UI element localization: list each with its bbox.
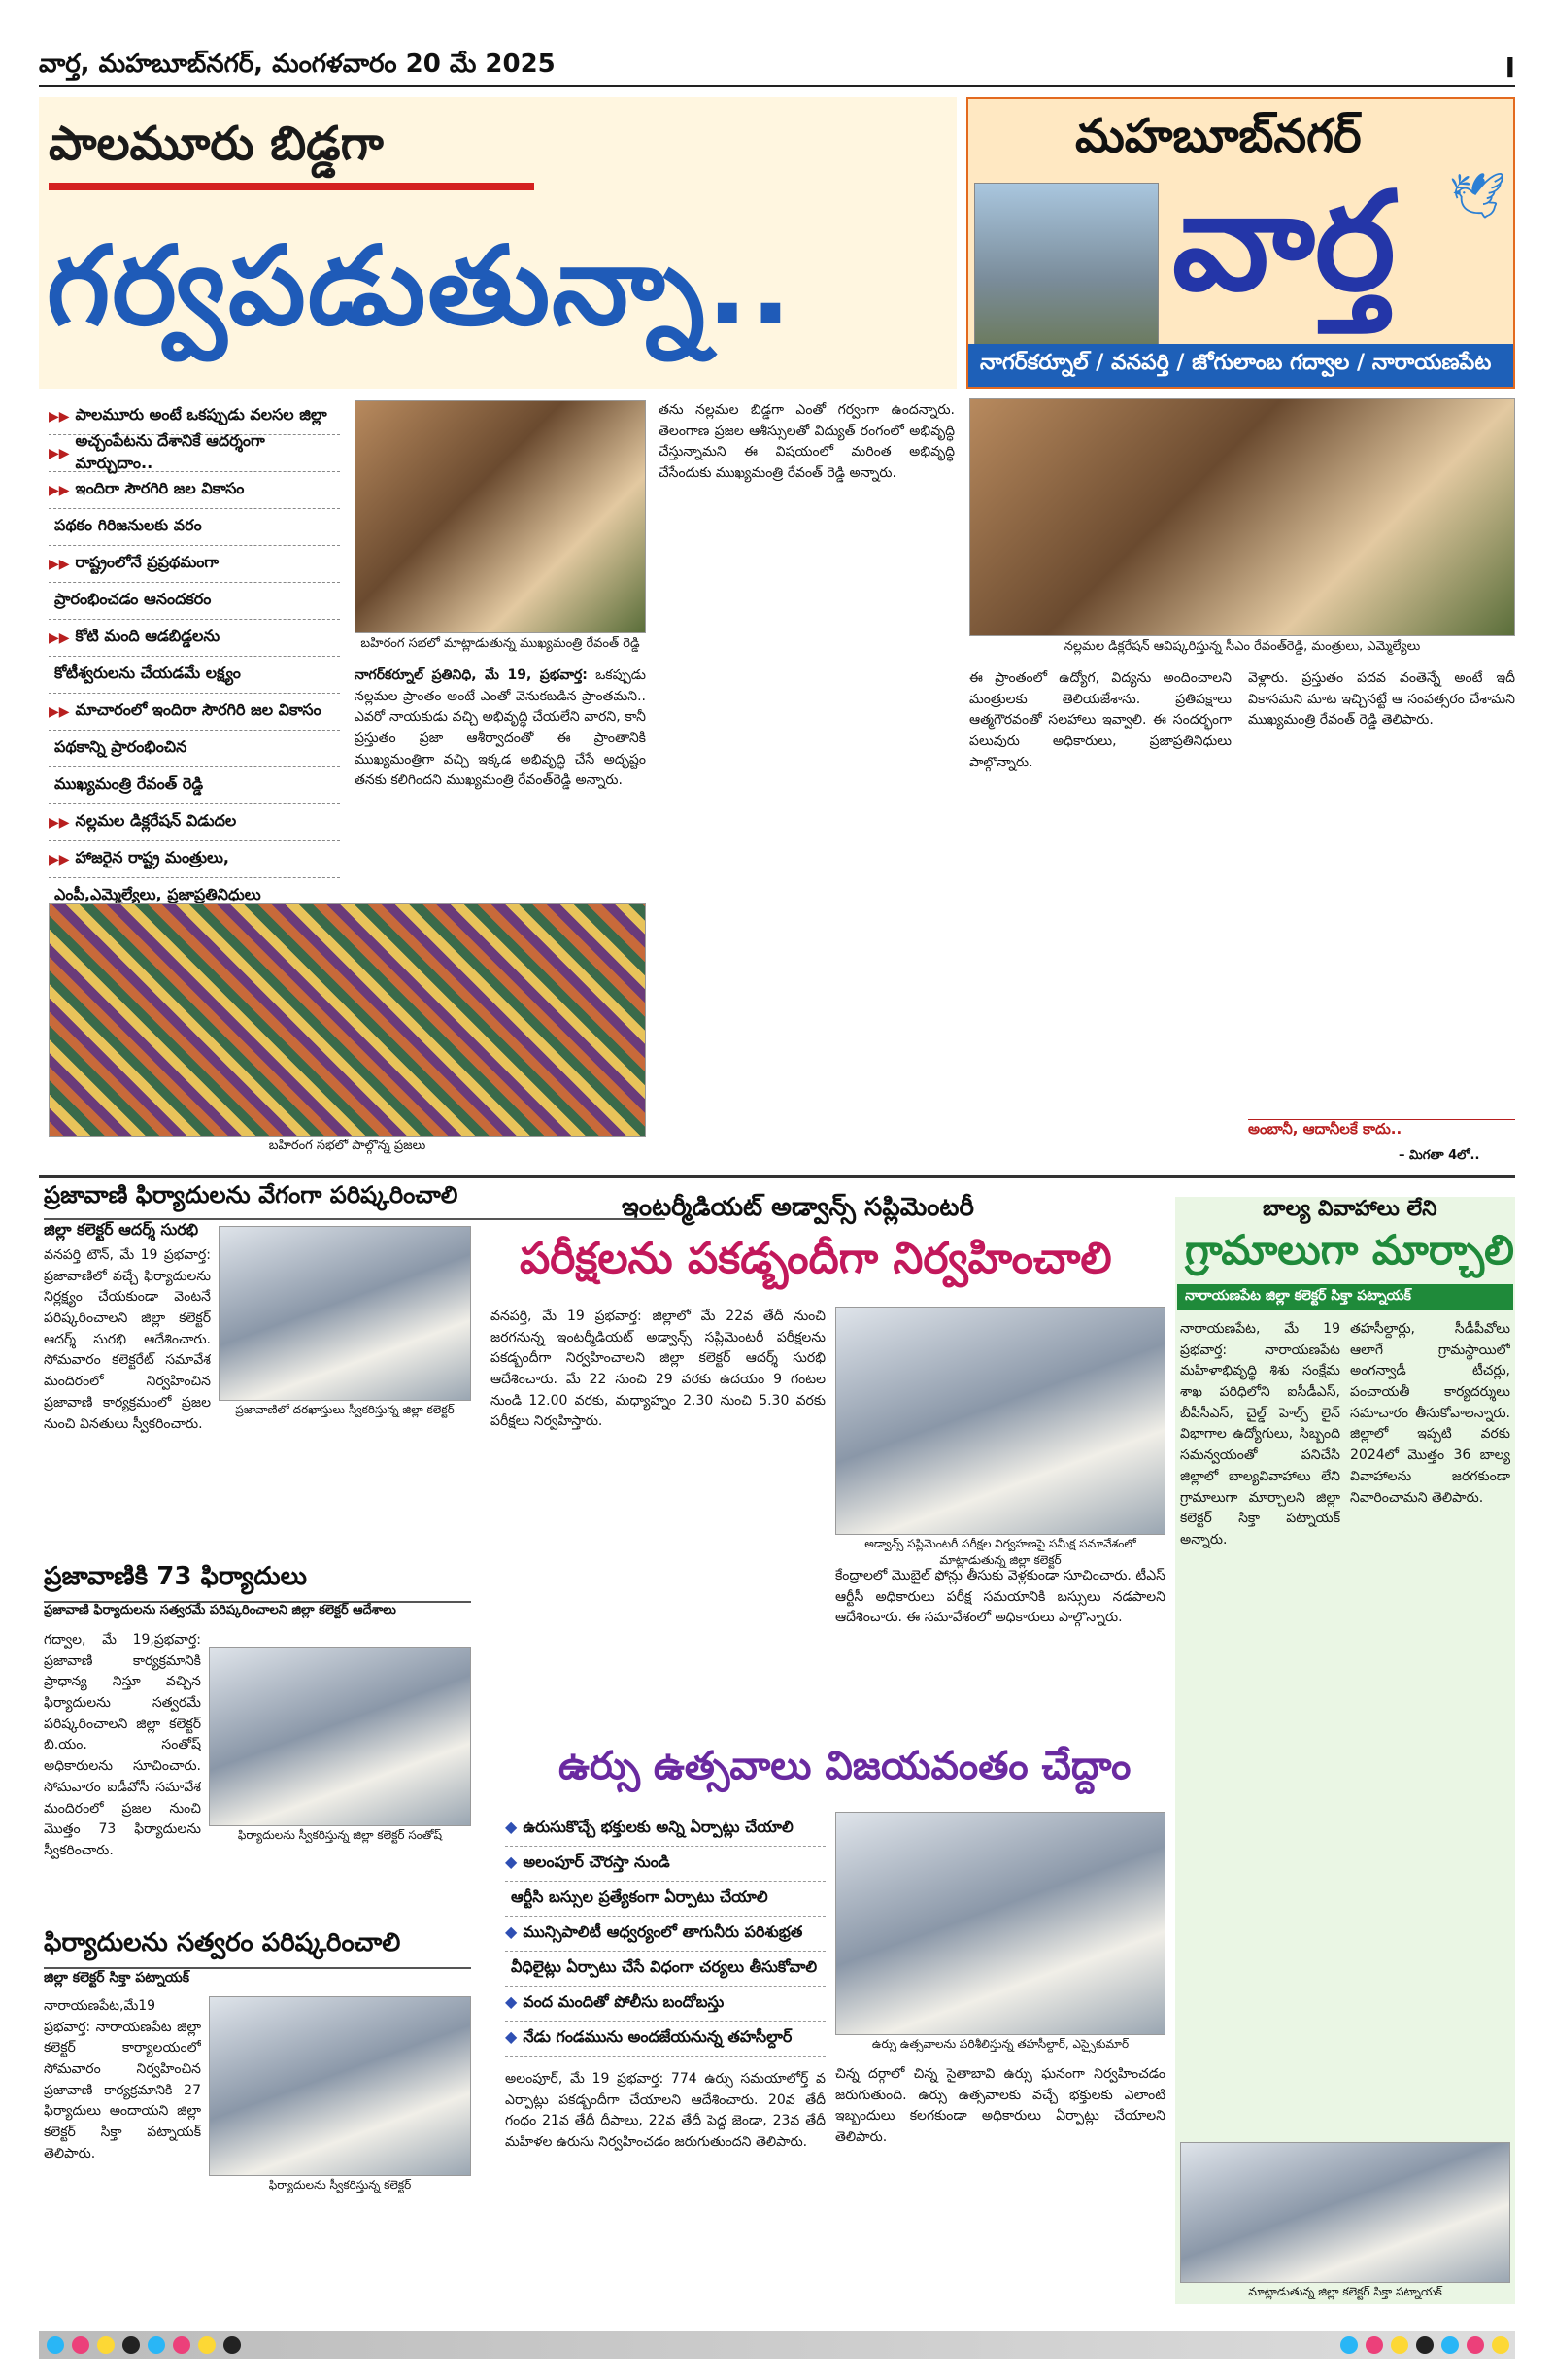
- lead-kicker: పాలమూరు బిడ్డగా: [49, 117, 384, 171]
- lead-body-col4: వెళ్లారు. ప్రస్తుతం పదవ వంతెన్నే అంటే ఇదీ వికాసమని మాట ఇచ్చినట్టే ఆ సంవత్సరం చేశామని ముఖ్యమంత్రి రేవంత్ రెడ్డి తెలిపారు.: [1248, 670, 1515, 729]
- cyan-dot: [47, 2336, 64, 2354]
- arrow-icon: ▶▶: [49, 703, 70, 720]
- lead-highlights: [49, 398, 340, 915]
- urs-bullets: [505, 1812, 826, 2057]
- urs-bullet: ఆర్టీసి బస్సుల ప్రత్యేకంగా ఏర్పాటు చేయాలి: [505, 1882, 826, 1917]
- highlight-item: ▶▶ అచ్చంపేటను దేశానికే ఆదర్శంగా మార్చుదాం..: [49, 435, 340, 472]
- crowd-photo: [49, 903, 646, 1137]
- highlight-item: ఎంపీ,ఎమ్మెల్యేలు, ప్రజాప్రతినిధులు: [49, 878, 340, 915]
- highlight-item: ▶▶ ఇందిరా సౌరగిరి జల వికాసం: [49, 472, 340, 509]
- child-kicker: బాల్య వివాహాలు లేని: [1263, 1197, 1437, 1221]
- logo-title: వార్త: [1172, 163, 1396, 322]
- praja-sub-3: జిల్లా కలెక్టర్ సిక్తా పట్నాయక్: [44, 1970, 190, 1986]
- yellow-dot: [97, 2336, 115, 2354]
- masthead: [39, 49, 1515, 87]
- urs-headline: ఉర్సు ఉత్సవాలు విజయవంతం చేద్దాం: [558, 1744, 1132, 1788]
- cyan-dot: [1340, 2336, 1358, 2354]
- yellow-dot: [1492, 2336, 1509, 2354]
- bullet-icon: ◆: [505, 1818, 518, 1836]
- highlight-item: ▶▶ పాలమూరు అంటే ఒకప్పుడు వలసల జిల్లా: [49, 398, 340, 435]
- urs-bullet: ◆ అలంపూర్ చౌరస్తా నుండి: [505, 1847, 826, 1882]
- black-dot: [223, 2336, 241, 2354]
- praja-photo: [219, 1226, 471, 1401]
- arrow-icon: ▶▶: [49, 556, 70, 572]
- exam-body: వనపర్తి, మే 19 ప్రభవార్త: జిల్లాలో మే 22వ తేదీ నుంచి జరగనున్న ఇంటర్మీడియట్ అడ్వాన్స్ సప్లిమెంటరీ పరీక్షలను పకడ్బందీగా నిర్వహించాలని జిల్లా కలెక్టర్ ఆదర్శ్ సురభి ఆదేశించారు. మే 22 నుంచి 29 వరకు ఉదయం 9 గంటల నుండి 12.00 వరకు, మధ్యాహ్నం 2.30 నుంచి 5.30 వరకు పరీక్షలు నిర్వహిస్తారు.: [490, 1309, 826, 1430]
- exam-photo: [835, 1307, 1166, 1535]
- highlight-item: ప్రారంభించడం ఆనందకరం: [49, 583, 340, 620]
- black-dot: [122, 2336, 140, 2354]
- declaration-photo: [969, 398, 1515, 636]
- arrow-icon: ▶▶: [49, 445, 70, 461]
- magenta-dot: [1467, 2336, 1484, 2354]
- logo-city: మహబూబ్‌నగర్: [1075, 109, 1362, 163]
- child-body: నారాయణపేట, మే 19 ప్రభవార్త: నారాయణపేట మహిళాభివృద్ధి శిశు సంక్షేమ శాఖ పరిధిలోని ఐసీడీఎస్, బీపీసీఎస్, చైల్డ్ హెల్ప్ లైన్ విభాగాల ఉద్యోగులు, సిబ్బంది సమన్వయంతో పనిచేసి జిల్లాలో బాల్యవివాహాలు లేని గ్రామాలుగా మార్చాలని జిల్లా కలెక్టర్ సిక్తా పట్నాయక్ అన్నారు.: [1180, 1321, 1340, 1547]
- cm-speech-photo: [355, 400, 646, 633]
- lead-body-col1: నాగర్‌కర్నూల్ ప్రతినిధి, మే 19, ప్రభవార్త: ఒకప్పుడు నల్లమల ప్రాంతం అంటే ఎంతో వెనుకబడిన ప్రాంతమని.. ఎవరో నాయకుడు వచ్చి అభివృద్ధి చేయలేని వారని, కానీ ప్రస్తుతం ప్రజా ఆశీర్వాదంతో ఈ ప్రాంతానికి ముఖ్యమంత్రిగా వచ్చి ఇక్కడ అభివృద్ధి చేసే అదృష్టం తనకు కలిగిందని ముఖ్యమంత్రి రేవంత్‌రెడ్డి అన్నారు.: [355, 667, 646, 789]
- yellow-dot: [1391, 2336, 1408, 2354]
- magenta-dot: [72, 2336, 89, 2354]
- child-body-2: తహసీల్దార్లు, సీడీపీవోలు ఆలాగే గ్రామస్థాయిలో అంగన్వాడీ టీచర్లు, పంచాయతీ కార్యదర్శులు సమాచారం తీసుకోవాలన్నారు. జిల్లాలో ఇప్పటి వరకు 2024లో మొత్తం 36 బాల్య వివాహాలను జరగకుండా నివారించామని తెలిపారు.: [1350, 1321, 1510, 1506]
- dateline: వార్త, మహబూబ్‌నగర్, మంగళవారం 20 మే 2025: [39, 50, 556, 79]
- highlight-item: ▶▶ కోటి మంది ఆడబిడ్డలను: [49, 620, 340, 657]
- arrow-icon: ▶▶: [49, 814, 70, 831]
- photo-caption: ప్రజావాణిలో దరఖాస్తులు స్వీకరిస్తున్న జిల్లా కలెక్టర్: [219, 1403, 471, 1419]
- photo-caption: ఉర్సు ఉత్సవాలను పరిశీలిస్తున్న తహసీల్దార్, ఎస్సైకుమార్: [835, 2037, 1166, 2054]
- black-dot: [1416, 2336, 1434, 2354]
- lead-body-col3: ఈ ప్రాంతంలో ఉద్యోగ, విద్యను అందించాలని మంత్రులకు తెలియజేశాను. ప్రతిపక్షాలు ఆత్మగౌరవంతో సలహాలు ఇవ్వాలి. ఈ సందర్భంగా పలువురు అధికారులు, ప్రజాప్రతినిధులు పాల్గొన్నారు.: [969, 670, 1232, 770]
- lead-dateline: నాగర్‌కర్నూల్ ప్రతినిధి, మే 19, ప్రభవార్త:: [355, 667, 588, 683]
- praja-title-2: ప్రజావాణికి 73 ఫిర్యాదులు: [44, 1562, 471, 1603]
- child-byline: నారాయణపేట జిల్లా కలెక్టర్ సిక్తా పట్నాయక్: [1177, 1284, 1513, 1310]
- child-photo: [1180, 2142, 1510, 2283]
- registration-marks-right: [1340, 2336, 1509, 2354]
- child-headline: గ్రామాలుగా మార్చాలి: [1185, 1226, 1514, 1274]
- exam-headline: పరీక్షలను పకడ్బందీగా నిర్వహించాలి: [520, 1234, 1112, 1283]
- exam-kicker: ఇంటర్మీడియట్ అడ్వాన్స్ సప్లిమెంటరీ: [622, 1193, 974, 1222]
- highlight-item: పథకాన్ని ప్రారంభించిన: [49, 731, 340, 767]
- lead-body-col2: తను నల్లమల బిడ్డగా ఎంతో గర్వంగా ఉందన్నారు. తెలంగాణ ప్రజల ఆశీస్సులతో విద్యుత్ రంగంలో అభివృద్ధి చేస్తున్నామని ఈ విషయంలో మరింత అభివృద్ధి చేసేందుకు ముఖ్యమంత్రి రేవంత్ రెడ్డి అన్నారు.: [659, 402, 955, 482]
- praja-body: వనపర్తి టౌన్, మే 19 ప్రభవార్త: ప్రజావాణిలో వచ్చే ఫిర్యాదులను నిర్లక్ష్యం చేయకుండా వెంటనే పరిష్కరించాలని జిల్లా కలెక్టర్ ఆదర్శ్ సురభి ఆదేశించారు. సోమవారం కలెక్టరేట్ సమావేశ మందిరంలో నిర్వహించిన ప్రజావాణి కార్యక్రమంలో ప్రజల నుంచి వినతులు స్వీకరించారు.: [44, 1247, 211, 1432]
- photo-caption: నల్లమల డిక్లరేషన్ ఆవిష్కరిస్తున్న సీఎం రేవంత్‌రెడ్డి, మంత్రులు, ఎమ్మెల్యేలు: [969, 639, 1515, 657]
- praja-body-2: గద్వాల, మే 19,ప్రభవార్త: ప్రజావాణి కార్యక్రమానికి ప్రాధాన్య నిస్తూ వచ్చిన ఫిర్యాదులను సత్వరమే పరిష్కరించాలని జిల్లా కలెక్టర్ బి.యం. సంతోష్ అధికారులను సూచించారు. సోమవారం ఐడీవోసీ సమావేశ మందిరంలో ప్రజల నుంచి మొత్తం 73 ఫిర్యాదులను స్వీకరించారు.: [44, 1632, 201, 1858]
- bullet-icon: ◆: [505, 1922, 518, 1941]
- continued-note: – మిగతా 4లో..: [1399, 1148, 1480, 1163]
- yellow-dot: [198, 2336, 216, 2354]
- highlight-item: ముఖ్యమంత్రి రేవంత్ రెడ్డి: [49, 767, 340, 804]
- praja-photo-2: [209, 1647, 471, 1826]
- cyan-dot: [1441, 2336, 1459, 2354]
- registration-marks: [47, 2336, 241, 2354]
- praja-sub-2: ప్రజావాణి ఫిర్యాదులను సత్వరమే పరిష్కరించాలని జిల్లా కలెక్టర్ ఆదేశాలు: [44, 1603, 396, 1617]
- logo-districts: నాగర్‌కర్నూల్ / వనపర్తి / జోగులాంబ గద్వాల / నారాయణపేట: [968, 344, 1513, 387]
- magenta-dot: [173, 2336, 190, 2354]
- urs-body: అలంపూర్, మే 19 ప్రభవార్త: 774 ఉర్సు సమయాలోర్త్ వ ఎర్పాట్లు పకడ్బందీగా చేయాలని ఆదేశించారు. 20వ తేదీ గంధం 21వ తేదీ దీపాలు, 22వ తేదీ పెద్ద జెండా, 23వ తేదీ మహిళల ఉరుసు నిర్వహించడం జరుగుతుందని తెలిపారు.: [505, 2071, 826, 2151]
- highlight-item: ▶▶ రాష్ట్రంలోనే ప్రప్రథమంగా: [49, 546, 340, 583]
- urs-bullet: ◆ నేడు గండమును అందజేయనున్న తహసీల్దార్: [505, 2022, 826, 2057]
- photo-caption: ఫిర్యాదులను స్వీకరిస్తున్న జిల్లా కలెక్టర్ సంతోష్: [209, 1828, 471, 1845]
- urs-bullet: ◆ మున్సిపాలిటీ ఆధ్వర్యంలో తాగునీరు పరిశుభ్రత: [505, 1917, 826, 1952]
- highlight-item: కోటీశ్వరులను చేయడమే లక్ష్యం: [49, 657, 340, 694]
- kicker-underline: [49, 183, 534, 190]
- boxed-note: అంబానీ, ఆదానీలకే కాదు..: [1248, 1119, 1515, 1141]
- footer-bar: [39, 2331, 1515, 2359]
- magenta-dot: [1366, 2336, 1383, 2354]
- highlight-item: ▶▶ నల్లమల డిక్లరేషన్ విడుదల: [49, 804, 340, 841]
- highlight-item: ▶▶ హాజరైన రాష్ట్ర మంత్రులు,: [49, 841, 340, 878]
- arrow-icon: ▶▶: [49, 629, 70, 646]
- arrow-icon: ▶▶: [49, 408, 70, 425]
- urs-photo: [835, 1812, 1166, 2035]
- paper-logo: [966, 97, 1515, 389]
- praja-title: ప్రజావాణి ఫిర్యాదులను వేగంగా పరిష్కరించాలి: [44, 1181, 665, 1220]
- praja-body-3: నారాయణపేట,మే19 ప్రభవార్త: నారాయణపేట జిల్లా కలెక్టర్ కార్యాలయంలో సోమవారం నిర్వహించిన ప్రజావాణి కార్యక్రమానికి 27 ఫిర్యాదులు అందాయని జిల్లా కలెక్టర్ సిక్తా పట్నాయక్ తెలిపారు.: [44, 1998, 201, 2161]
- arrow-icon: ▶▶: [49, 482, 70, 498]
- dam-image: [974, 183, 1159, 346]
- highlight-item: ▶▶ మాచారంలో ఇందిరా సౌరగిరి జల వికాసం: [49, 694, 340, 731]
- photo-caption: ఫిర్యాదులను స్వీకరిస్తున్న కలెక్టర్: [209, 2178, 471, 2194]
- praja-byline: జిల్లా కలెక్టర్ ఆదర్శ్ సురభి: [44, 1220, 199, 1239]
- arrow-icon: ▶▶: [49, 851, 70, 867]
- exam-body-2: కేంద్రాలలో మొబైల్ ఫోన్లు తీసుకు వెళ్లకుండా సూచించారు. టీఎస్ ఆర్టీసీ అధికారులు పరీక్ష సమయానికి బస్సులు నడపాలని ఆదేశించారు. ఈ సమావేశంలో అధికారులు పాల్గొన్నారు.: [835, 1568, 1166, 1626]
- urs-body-2: చిన్న దర్గాలో చిన్న సైతాబావి ఉర్సు ఘనంగా నిర్వహించడం జరుగుతుంది. ఉర్సు ఉత్సవాలకు వచ్చే భక్తులకు ఎలాంటి ఇబ్బందులు కలగకుండా అధికారులు ఏర్పాట్లు చేయాలని తెలిపారు.: [835, 2066, 1166, 2146]
- dove-icon: 🕊: [1449, 169, 1506, 221]
- photo-caption: బహిరంగ సభలో పాల్గొన్న ప్రజలు: [49, 1139, 646, 1156]
- praja-photo-3: [209, 1996, 471, 2176]
- praja-title-3: ఫిర్యాదులను సత్వరం పరిష్కరించాలి: [44, 1928, 471, 1969]
- photo-caption: మాట్లాడుతున్న జిల్లా కలెక్టర్ సిక్తా పట్నాయక్: [1248, 2285, 1442, 2298]
- highlight-item: పథకం గిరిజనులకు వరం: [49, 509, 340, 546]
- bullet-icon: ◆: [505, 2027, 518, 2046]
- bullet-icon: ◆: [505, 1992, 518, 2011]
- cyan-dot: [148, 2336, 165, 2354]
- photo-caption: అడ్వాన్స్ సప్లిమెంటరీ పరీక్షల నిర్వహణపై సమీక్ష సమావేశంలో మాట్లాడుతున్న జిల్లా కలెక్టర్: [835, 1537, 1166, 1570]
- photo-caption: బహిరంగ సభలో మాట్లాడుతున్న ముఖ్యమంత్రి రేవంత్ రెడ్డి: [355, 636, 646, 654]
- page-number: I: [1504, 51, 1515, 84]
- bullet-icon: ◆: [505, 1853, 518, 1871]
- urs-bullet: వీధిలైట్లు ఏర్పాటు చేసే విధంగా చర్యలు తీసుకోవాలి: [505, 1952, 826, 1987]
- lead-headline: గర్వపడుతున్నా..: [47, 223, 794, 350]
- urs-bullet: ◆ వంద మందితో పోలీసు బందోబస్తు: [505, 1987, 826, 2022]
- section-divider: [39, 1175, 1515, 1178]
- urs-bullet: ◆ ఉరుసుకొచ్చే భక్తులకు అన్ని ఏర్పాట్లు చేయాలి: [505, 1812, 826, 1847]
